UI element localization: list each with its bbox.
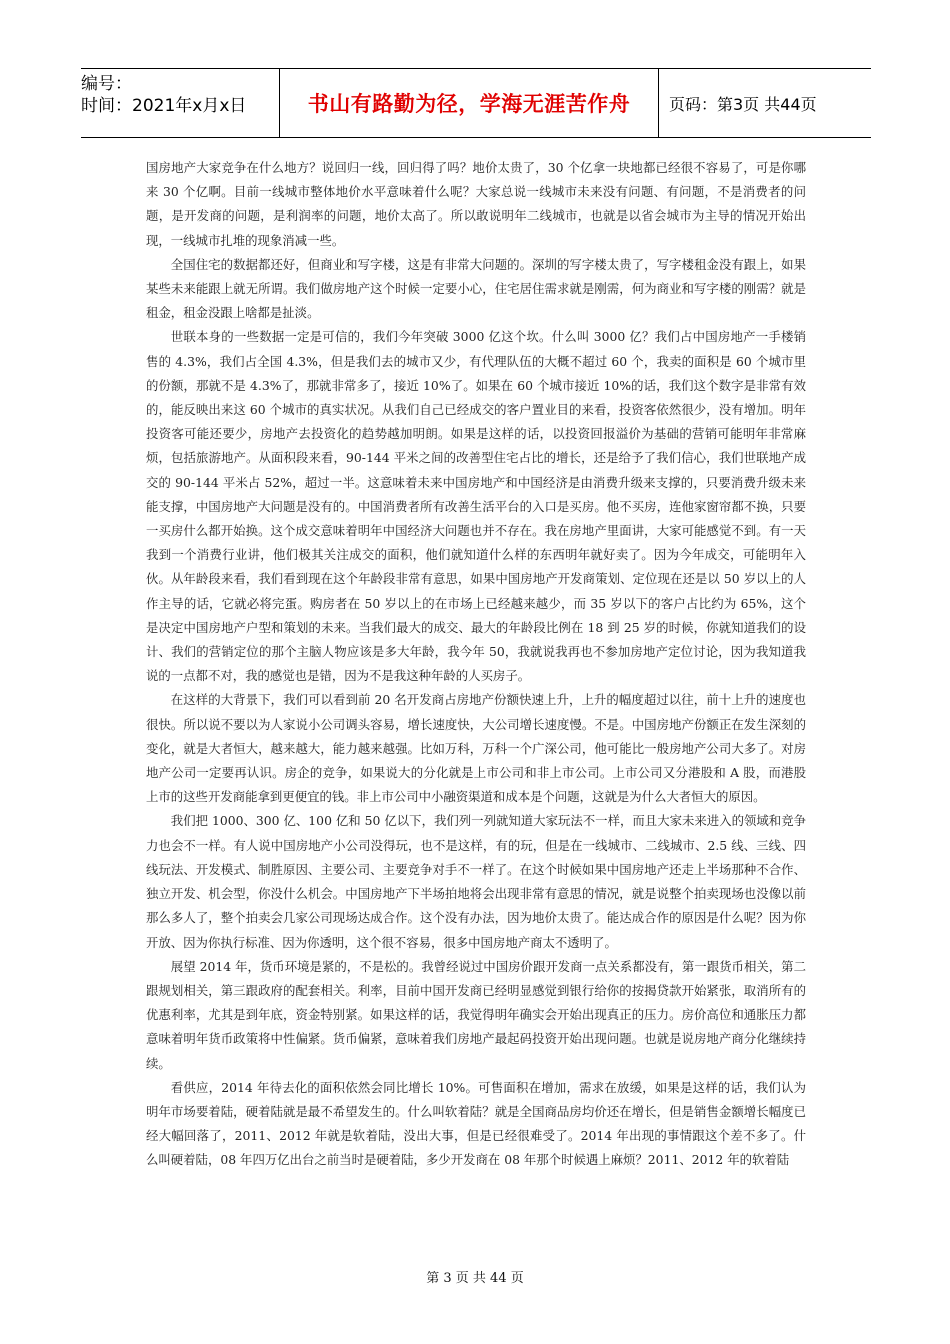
page-footer: 第 3 页 共 44 页 xyxy=(426,1271,524,1286)
body-paragraph: 全国住宅的数据都还好，但商业和写字楼，这是有非常大问题的。深圳的写字楼太贵了，写字楼租金没有跟上，如果某些未来能跟上就无所谓。我们做房地产这个时候一定要小心，住宅居住需求就是刚需，何为商业和写字楼的刚需？就是租金，租金没跟上啥都是扯淡。 xyxy=(146,256,806,321)
document-body xyxy=(146,156,806,1173)
body-paragraph: 世联本身的一些数据一定是可信的，我们今年突破 3000 亿这个坎。什么叫 3000 亿？我们占中国房地产一手楼销售的 4.3%，我们占全国 4.3%，但是我们去的城市又少，有代理队伍的大概不超过 60 个，我卖的面积是 60 个城市里的份额，那就不是 4.3%了，那就非常多了，接近 10%了。如果在 60 个城市接近 10%的话，我们这个数字是非常有效的，能反映出来这 60 个城市的真实状况。从我们自己已经成交的客户置业目的来看，投资客依然很少，没有增加。明年投资客可能还要少，房地产去投资化的趋势越加明朗。如果是这样的话，以投资回报溢价为基础的营销可能明年非常麻烦，包括旅游地产。从面积段来看，90-144 平米之间的改善型住宅占比的增长，还是给予了我们信心，我们世联地产成交的 90-144 平米占 52%，超过一半。这意味着未来中国房地产和中国经济是由消费升级来支撑的，只要消费升级未来能支撑，中国房地产大问题是没有的。中国消费者所有改善生活平台的入口是买房。他不买房，连他家窗帘都不换，只要一买房什么都开始换。这个成交意味着明年中国经济大问题也并不存在。我在房地产里面讲，大家可能感觉不到。有一天我到一个消费行业讲，他们极其关注成交的面积，他们就知道什么样的东西明年就好卖了。因为今年成交，可能明年入伙。从年龄段来看，我们看到现在这个年龄段非常有意思，如果中国房地产开发商策划、定位现在还是以 50 岁以上的人作主导的话，它就必将完蛋。购房者在 50 岁以上的在市场上已经越来越少，而 35 岁以下的客户占比约为 65%，这个是决定中国房地产户型和策划的未来。当我们最大的成交、最大的年龄段比例在 18 到 25 岁的时候，你就知道我们的设计、我们的营销定位的那个主脑人物应该是多大年龄，我今年 50，我就说我再也不参加房地产定位讨论，因为我知道我说的一点都不对，我的感觉也是错，因为不是我这种年龄的人买房子。 xyxy=(146,329,806,684)
document-time-label: 时间：2021年x月x日 xyxy=(81,96,247,116)
header-page-info: 页码：第3页 共44页 xyxy=(669,94,817,114)
header-meta xyxy=(81,69,279,137)
body-paragraph: 在这样的大背景下，我们可以看到前 20 名开发商占房地产份额快速上升，上升的幅度超过以往，前十上升的速度也很快。所以说不要以为人家说小公司调头容易，增长速度快，大公司增长速度慢。不是。中国房地产份额正在发生深刻的变化，就是大者恒大，越来越大，能力越来越强。比如万科，万科一个广深公司，他可能比一般房地产公司大多了。对房地产公司一定要再认识。房企的竞争，如果说大的分化就是上市公司和非上市公司。上市公司又分港股和 A 股，而港股上市的这些开发商能拿到更便宜的钱。非上市公司中小融资渠道和成本是个问题，这就是为什么大者恒大的原因。 xyxy=(146,692,806,805)
body-paragraph: 我们把 1000、300 亿、100 亿和 50 亿以下，我们列一列就知道大家玩法不一样，而且大家未来进入的领域和竞争力也会不一样。有人说中国房地产小公司没得玩，也不是这样，有的玩，但是在一线城市、二线城市、2.5 线、三线、四线玩法、开发模式、制胜原因、主要公司、主要竞争对手不一样了。在这个时候如果中国房地产还走上半场那种不合作、独立开发、机会型，你没什么机会。中国房地产下半场拍地将会出现非常有意思的情况，就是说整个拍卖现场也没像以前那么多人了，整个拍卖会几家公司现场达成合作。这个没有办法，因为地价太贵了。能达成合作的原因是什么呢？因为你开放、因为你执行标准、因为你透明，这个很不容易，很多中国房地产商太不透明了。 xyxy=(146,813,806,950)
document-number-label: 编号： xyxy=(81,74,132,94)
page-header xyxy=(81,68,871,138)
body-paragraph: 展望 2014 年，货币环境是紧的，不是松的。我曾经说过中国房价跟开发商一点关系都没有，第一跟货币相关，第二跟规划相关，第三跟政府的配套相关。利率，目前中国开发商已经明显感觉到银行给你的按揭贷款开始紧张，取消所有的优惠利率，尤其是到年底，资金特别紧。如果这样的话，我觉得明年确实会开始出现真正的压力。房价高位和通胀压力都意味着明年货币政策将中性偏紧。货币偏紧，意味着我们房地产最起码投资开始出现问题。也就是说房地产商分化继续持续。 xyxy=(146,958,806,1071)
body-paragraph: 看供应，2014 年待去化的面积依然会同比增长 10%。可售面积在增加，需求在放缓，如果是这样的话，我们认为明年市场要着陆，硬着陆就是最不希望发生的。什么叫软着陆？就是全国商品房均价还在增长，但是销售金额增长幅度已经大幅回落了，2011、2012 年就是软着陆，没出大事，但是已经很难受了。2014 年出现的事情跟这个差不多了。什么叫硬着陆，08 年四万亿出台之前当时是硬着陆，多少开发商在 08 年那个时候遇上麻烦？2011、2012 年的软着陆 xyxy=(146,1079,806,1168)
header-motto: 书山有路勤为径，学海无涯苦作舟 xyxy=(279,69,659,137)
body-paragraph-continued: 国房地产大家竞争在什么地方？说回归一线，回归得了吗？地价太贵了，30 个亿拿一块地都已经很不容易了，可是你哪来 30 个亿啊。目前一线城市整体地价水平意味着什么呢？大家总说一线城市未来没有问题、有问题，不是消费者的问题，是开发商的问题，是利润率的问题，地价太高了。所以敢说明年二线城市，也就是以省会城市为主导的情况开始出现，一线城市扎堆的现象消减一些。 xyxy=(146,160,806,248)
